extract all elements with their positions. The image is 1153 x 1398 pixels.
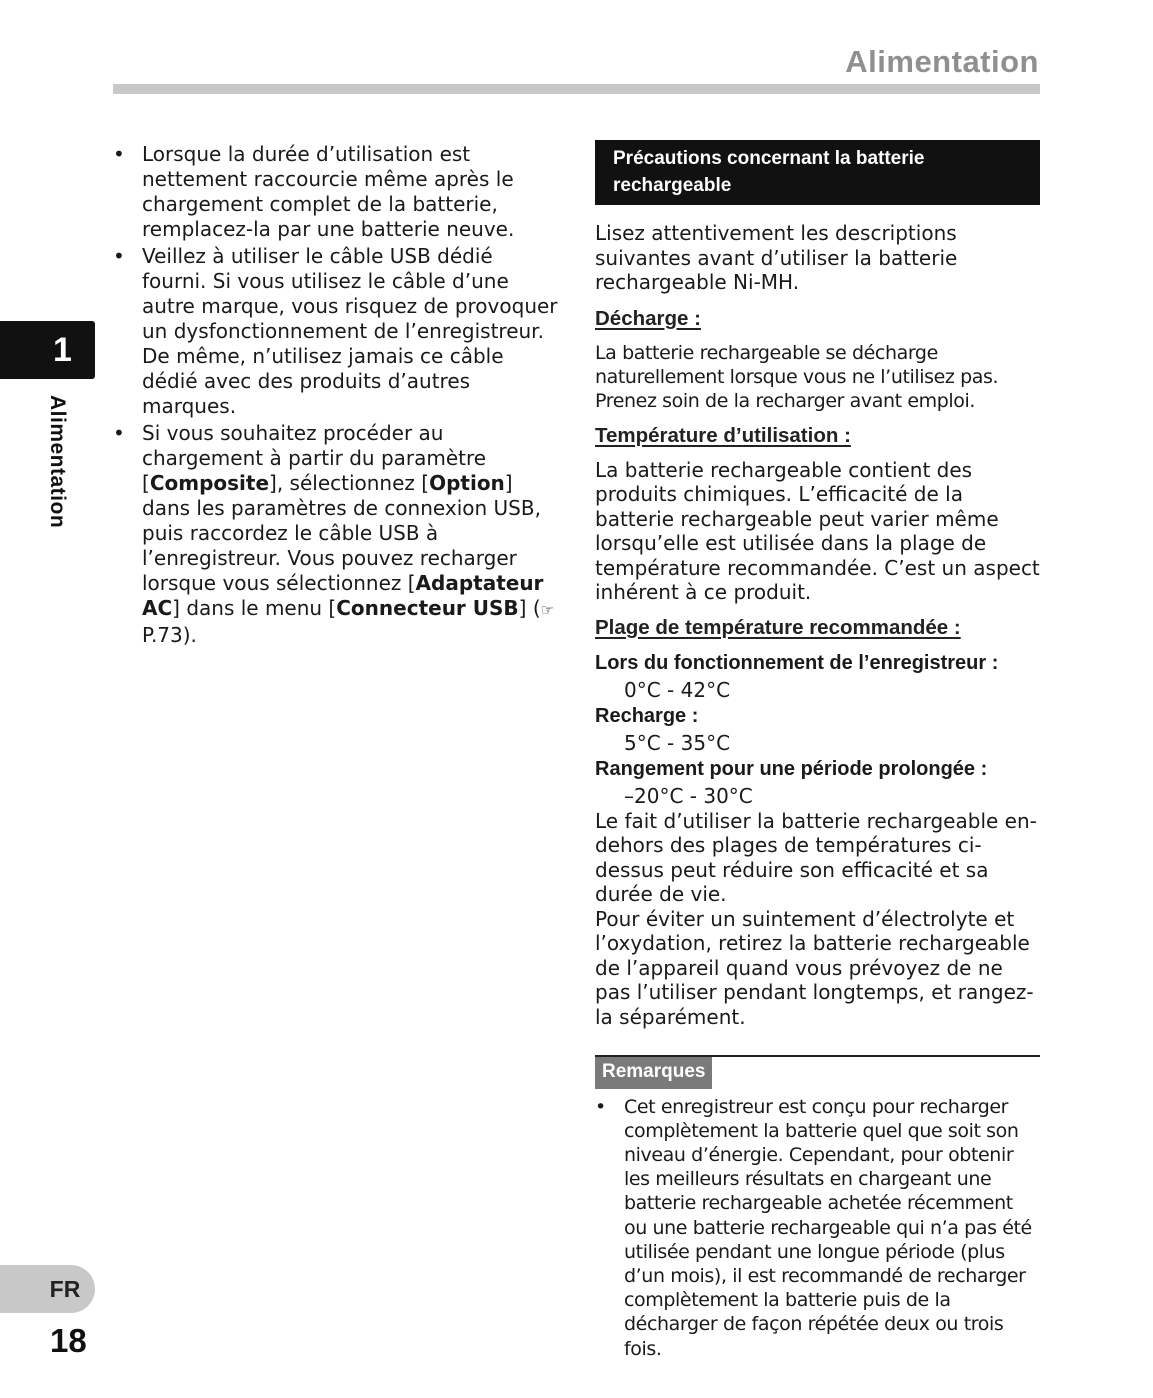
section-title: Précautions concernant la batterie rechargeable bbox=[595, 140, 1040, 205]
bullet-icon: • bbox=[113, 142, 125, 166]
menu-usb-connector: Connecteur USB bbox=[336, 596, 519, 620]
setting-composite: Composite bbox=[149, 471, 270, 495]
list-item-text-part: ], sélectionnez [ bbox=[269, 471, 430, 495]
list-item-text-part: ] ( bbox=[518, 596, 541, 620]
language-badge: FR bbox=[0, 1265, 95, 1313]
left-bullet-list bbox=[113, 142, 561, 648]
list-item-text-part: Si vous souhaitez procéder au chargement à partir du paramètre [ bbox=[142, 421, 487, 495]
setting-option: Option bbox=[429, 471, 505, 495]
list-item-text: Lorsque la durée d’utilisation est nettement raccourcie même après le chargement complet de la batterie, remplacez-la par une batterie neuve. bbox=[142, 142, 515, 241]
discharge-heading: Décharge : bbox=[595, 306, 701, 330]
list-item-text: Veillez à utiliser le câble USB dédié fourni. Si vous utilisez le câble d’une autre marque, vous risquez de provoquer un dysfonctionnement de l’enregistreur. De même, n’utilisez jamais ce câble dédié avec des produits d’autres marques. bbox=[142, 244, 558, 418]
range-value: –20°C - 30°C bbox=[624, 783, 753, 808]
notes-label: Remarques bbox=[595, 1057, 712, 1089]
setting-ac-adapter: Adaptateur AC bbox=[142, 571, 544, 620]
range-label: Lors du fonctionnement de l’enregistreur : bbox=[595, 651, 999, 674]
header-rule bbox=[113, 84, 1040, 94]
page-reference: P.73). bbox=[142, 623, 197, 647]
bullet-icon: • bbox=[595, 1095, 606, 1118]
range-value: 0°C - 42°C bbox=[624, 677, 731, 702]
discharge-text: La batterie rechargeable se décharge naturellement lorsque vous ne l’utilisez pas. Prenez soin de la recharger avant emploi. bbox=[595, 341, 999, 412]
range-label: Recharge : bbox=[595, 704, 699, 727]
left-column bbox=[113, 142, 561, 650]
right-column bbox=[595, 140, 1040, 1363]
range-value: 5°C - 35°C bbox=[624, 730, 731, 755]
temperature-heading: Température d’utilisation : bbox=[595, 423, 851, 447]
recommended-range-heading: Plage de température recommandée : bbox=[595, 615, 961, 639]
range-warning-text: Le fait d’utiliser la batterie rechargeable en-dehors des plages de températures ci-dessus peut réduire son efficacité et sa durée de vie. bbox=[595, 808, 1037, 906]
list-item bbox=[113, 244, 561, 419]
chapter-side-label: Alimentation bbox=[46, 395, 69, 529]
page-reference-icon: ☞ bbox=[540, 601, 555, 619]
temperature-text: La batterie rechargeable contient des produits chimiques. L’efficacité de la batterie rechargeable peut varier même lorsqu’elle est utilisée dans la plage de température recommandée. C’est un aspect inhérent à ce produit. bbox=[595, 457, 1040, 604]
range-label: Rangement pour une période prolongée : bbox=[595, 757, 988, 780]
list-item-text-part: ] dans le menu [ bbox=[172, 596, 337, 620]
chapter-tab: 1 bbox=[0, 321, 95, 379]
list-item bbox=[595, 1095, 1040, 1361]
bullet-icon: • bbox=[113, 244, 125, 268]
list-item-text: Cet enregistreur est conçu pour recharger complètement la batterie quel que soit son niveau d’énergie. Cependant, pour obtenir les meilleurs résultats en chargeant une batterie rechargeable achetée récemment ou une batterie rechargeable qui n’a pas été utilisée pendant une longue période (plus d’un mois), il est recommandé de recharger complètement la batterie puis de la décharger de façon répétée deux ou trois fois. bbox=[624, 1095, 1032, 1360]
list-item-text-part: ] dans les paramètres de connexion USB, puis raccordez le câble USB à l’enregistreur. Vous pouvez recharger lorsque vous sélectionnez [ bbox=[142, 471, 541, 595]
intro-text: Lisez attentivement les descriptions suivantes avant d’utiliser la batterie rechargeable Ni-MH. bbox=[595, 221, 958, 294]
notes-list bbox=[595, 1095, 1040, 1361]
page-number: 18 bbox=[50, 1322, 87, 1359]
list-item bbox=[113, 421, 561, 648]
page-header-title: Alimentation bbox=[845, 44, 1039, 79]
notes-section bbox=[595, 1055, 1040, 1361]
bullet-icon: • bbox=[113, 421, 125, 445]
list-item bbox=[113, 142, 561, 242]
storage-advice-text: Pour éviter un suintement d’électrolyte et l’oxydation, retirez la batterie rechargeable de l’appareil quand vous prévoyez de ne pas l’utiliser pendant longtemps, et rangez-la séparément. bbox=[595, 906, 1034, 1029]
